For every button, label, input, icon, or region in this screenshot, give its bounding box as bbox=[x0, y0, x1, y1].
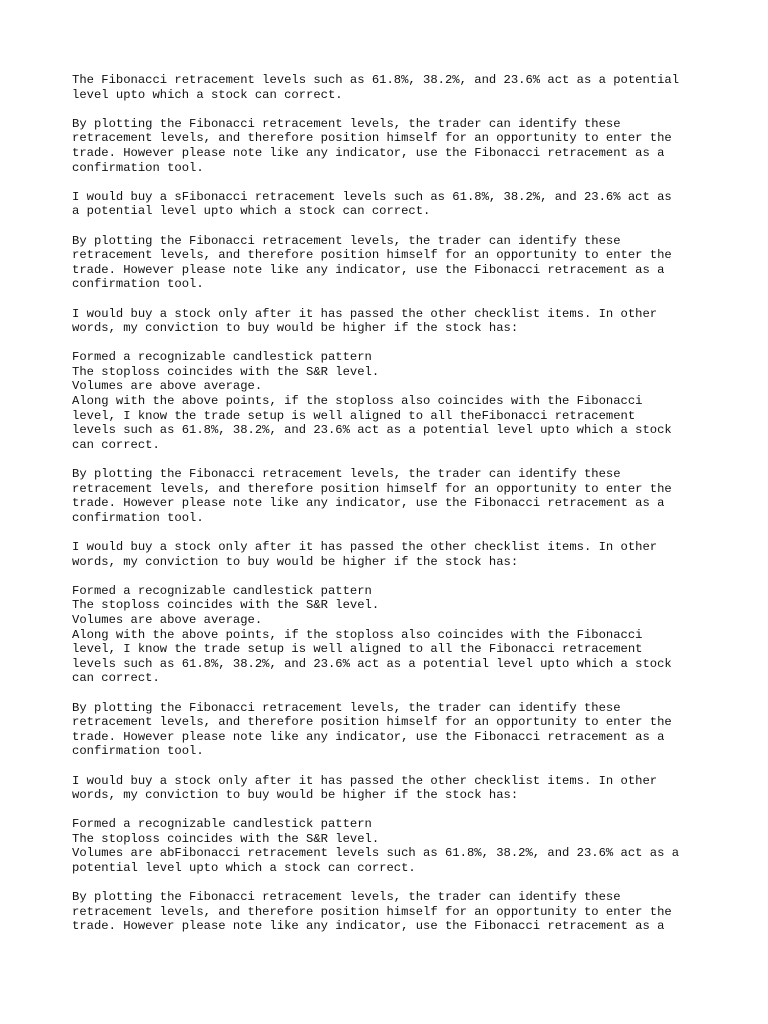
paragraph: Formed a recognizable candlestick pattern The stoploss coincides with the S&R level. Volumes are abFibonacci retracement levels such as 61.8%, 38.2%, and 23.6% act as a potential level upto which a stock can correct. bbox=[72, 817, 680, 876]
paragraph: By plotting the Fibonacci retracement levels, the trader can identify these retracement levels, and therefore position himself for an opportunity to enter the trade. However please note like any indicator, use the Fibonacci retracement as a bbox=[72, 890, 672, 934]
paragraph: Formed a recognizable candlestick pattern The stoploss coincides with the S&R level. Volumes are above average. Along with the above points, if the stoploss also coincides with the Fibonacci level, I know the trade setup is well aligned to all the Fibonacci retracement levels such as 61.8%, 38.2%, and 23.6% act as a potential level upto which a stock can correct. bbox=[72, 583, 672, 686]
paragraph: Formed a recognizable candlestick pattern The stoploss coincides with the S&R level. Volumes are above average. Along with the above points, if the stoploss also coincides with the Fibonacci level, I know the trade setup is well aligned to all theFibonacci retracement levels such as 61.8%, 38.2%, and 23.6% act as a potential level upto which a stock can correct. bbox=[72, 350, 672, 452]
paragraph: By plotting the Fibonacci retracement levels, the trader can identify these retracement levels, and therefore position himself for an opportunity to enter the trade. However please note like any indicator, use the Fibonacci retracement as a confirmation tool. bbox=[72, 467, 672, 525]
paragraph: The Fibonacci retracement levels such as 61.8%, 38.2%, and 23.6% act as a potential level upto which a stock can correct. bbox=[72, 73, 680, 102]
paragraph: I would buy a stock only after it has passed the other checklist items. In other words, my conviction to buy would be higher if the stock has: bbox=[72, 773, 658, 803]
paragraph: I would buy a stock only after it has passed the other checklist items. In other words, my conviction to buy would be higher if the stock has: bbox=[72, 540, 658, 569]
paragraph: By plotting the Fibonacci retracement levels, the trader can identify these retracement levels, and therefore position himself for an opportunity to enter the trade. However please note like any indicator, use the Fibonacci retracement as a confirmation tool. bbox=[72, 700, 672, 759]
paragraph: By plotting the Fibonacci retracement levels, the trader can identify these retracement levels, and therefore position himself for an opportunity to enter the trade. However please note like any indicator, use the Fibonacci retracement as a confirmation tool. bbox=[72, 233, 672, 292]
paragraph: I would buy a stock only after it has passed the other checklist items. In other words, my conviction to buy would be higher if the stock has: bbox=[72, 306, 658, 336]
paragraph: By plotting the Fibonacci retracement levels, the trader can identify these retracement levels, and therefore position himself for an opportunity to enter the trade. However please note like any indicator, use the Fibonacci retracement as a confirmation tool. bbox=[72, 116, 672, 175]
document-body bbox=[72, 73, 712, 949]
paragraph: I would buy a sFibonacci retracement levels such as 61.8%, 38.2%, and 23.6% act as a potential level upto which a stock can correct. bbox=[72, 189, 672, 219]
